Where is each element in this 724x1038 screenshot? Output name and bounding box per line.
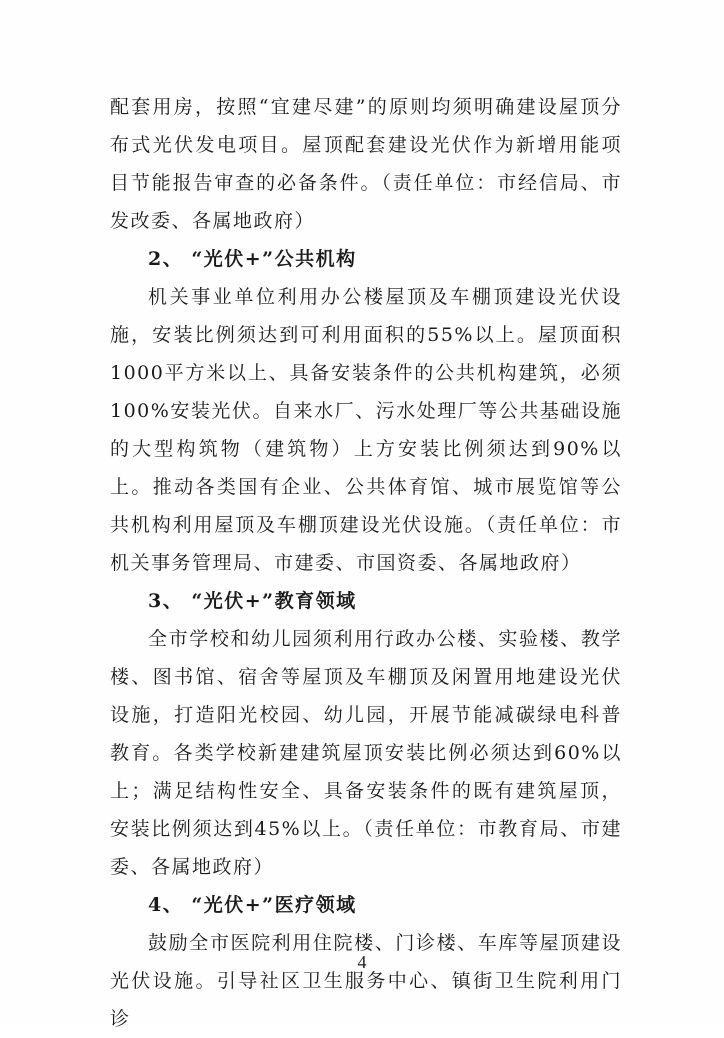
section-heading-public-institutions: 2、 “光伏+”公共机构 [148, 248, 357, 270]
paragraph-education: 全市学校和幼儿园须利用行政办公楼、实验楼、教学楼、图书馆、宿舍等屋顶及车棚顶及闲置用地建设光伏设施，打造阳光校园、幼儿园，开展节能减碳绿电科普教育。各类学校新建建筑屋顶安装比例必须达到60%以上；满足结构性安全、具备安装条件的既有建筑屋顶，安装比例须达到45%以上。（责任单位：市教育局、市建委、各属地政府） [110, 628, 622, 878]
paragraph-medical: 鼓励全市医院利用住院楼、门诊楼、车库等屋顶建设光伏设施。引导社区卫生服务中心、镇街卫生院利用门诊 [110, 932, 622, 1030]
document-body [110, 88, 622, 1038]
paragraph-public-institutions: 机关事业单位利用办公楼屋顶及车棚顶建设光伏设施，安装比例须达到可利用面积的55%以上。屋顶面积1000平方米以上、具备安装条件的公共机构建筑，必须100%安装光伏。自来水厂、污水处理厂等公共基础设施的大型构筑物（建筑物）上方安装比例须达到90%以上。推动各类国有企业、公共体育馆、城市展览馆等公共机构利用屋顶及车棚顶建设光伏设施。（责任单位：市机关事务管理局、市建委、市国资委、各属地政府） [110, 286, 622, 574]
paragraph-rooftop-pv-supporting-housing: 配套用房，按照“宜建尽建”的原则均须明确建设屋顶分布式光伏发电项目。屋顶配套建设光伏作为新增用能项目节能报告审查的必备条件。（责任单位：市经信局、市发改委、各属地政府） [110, 96, 622, 232]
section-heading-education: 3、 “光伏+”教育领域 [148, 590, 357, 612]
section-heading-medical: 4、 “光伏+”医疗领域 [148, 894, 357, 916]
page-number: 4 [357, 952, 367, 972]
